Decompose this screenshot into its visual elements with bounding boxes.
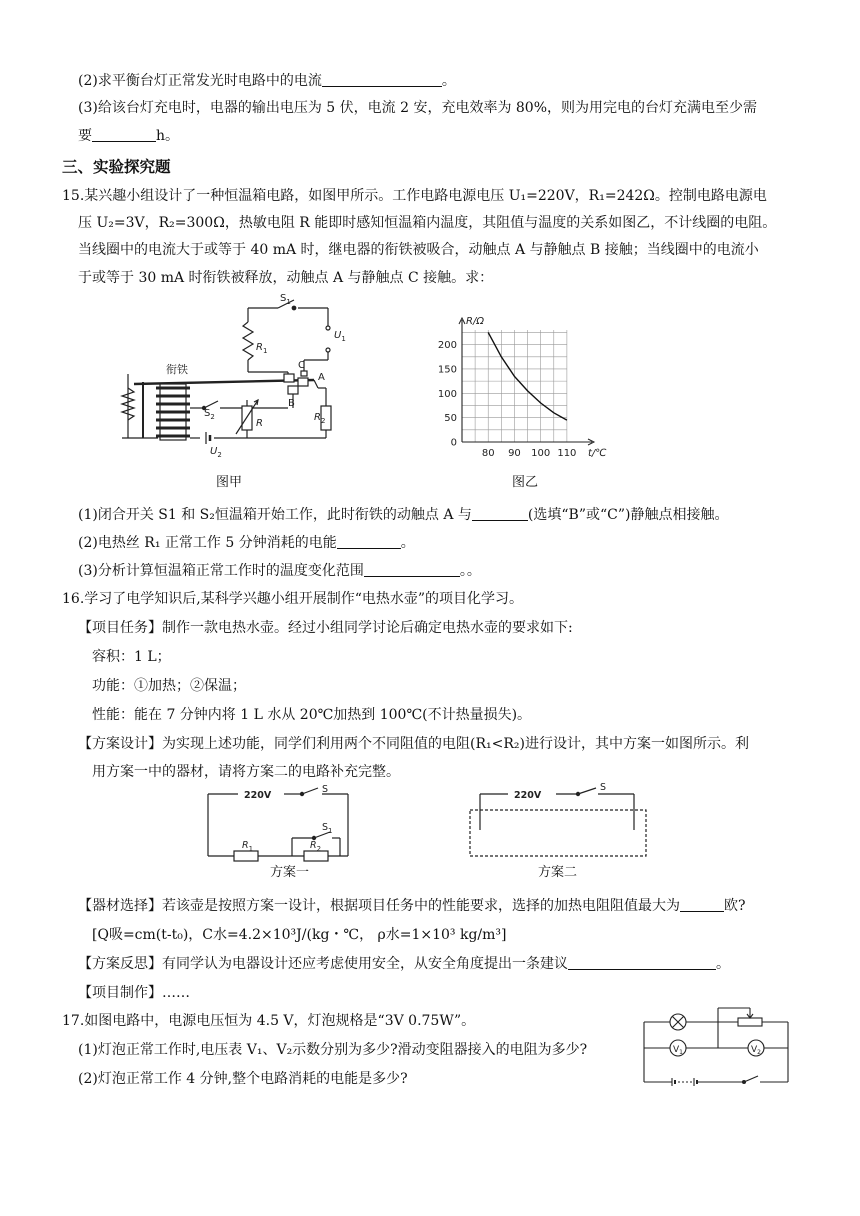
y-tick-label: 150 bbox=[437, 364, 457, 376]
x-tick-label: 80 bbox=[481, 448, 495, 459]
x-tick-label: 90 bbox=[508, 448, 521, 459]
q16-material: 【器材选择】若该壶是按照方案一设计，根据项目任务中的性能要求，选择的加热电阻阻值最大为 欧? bbox=[78, 898, 746, 914]
q16-production: 【项目制作】…… bbox=[78, 985, 190, 1001]
label-u2: $U_2$ bbox=[210, 446, 222, 459]
scheme-one-caption: 方案一 bbox=[270, 865, 310, 880]
x-tick-label: 100 bbox=[531, 448, 551, 459]
scheme-one-circuit bbox=[204, 782, 354, 868]
y-tick-label: 50 bbox=[444, 413, 457, 425]
q16-line1: 16.学习了电学知识后,某科学兴趣小组开展制作“电热水壶”的项目化学习。 bbox=[62, 591, 524, 607]
label-r1: $R_1$ bbox=[242, 840, 254, 853]
q15-sub2: (2)电热丝 R₁ 正常工作 5 分钟消耗的电能 。 bbox=[78, 535, 415, 551]
label-r2: $R_2$ bbox=[310, 840, 322, 853]
q15-line3: 当线圈中的电流大于或等于 40 mA 时，继电器的衔铁被吸合，动触点 A 与静触点 B 接触；当线圈中的电流小 bbox=[78, 242, 759, 258]
label-s1: $S_1$ bbox=[322, 822, 333, 835]
label-armature: 衔铁 bbox=[166, 363, 188, 376]
q16-function: 功能：①加热；②保温； bbox=[92, 678, 246, 694]
section-title: 三、实验探究题 bbox=[62, 158, 171, 176]
answer-blank[interactable] bbox=[472, 506, 528, 521]
label-s: S bbox=[600, 782, 607, 793]
label-s: S bbox=[322, 784, 329, 795]
answer-blank[interactable] bbox=[680, 897, 724, 912]
label-220v: 220V bbox=[514, 790, 542, 801]
label-v2: $V_2$ bbox=[751, 1045, 761, 1056]
figure-b-chart bbox=[430, 310, 610, 464]
q14-2: (2)求平衡台灯正常发光时电路中的电流 。 bbox=[78, 73, 456, 89]
q15-line4: 于或等于 30 mA 时衔铁被释放，动触点 A 与静触点 C 接触。求： bbox=[78, 270, 494, 286]
q16-design1: 【方案设计】为实现上述功能，同学们利用两个不同阻值的电阻(R₁<R₂)进行设计，其中方案一如图所示。利 bbox=[78, 736, 749, 752]
label-u1: $U_1$ bbox=[334, 330, 346, 343]
label-v1: $V_1$ bbox=[673, 1045, 683, 1056]
q17-circuit bbox=[636, 1004, 796, 1092]
label-c: C bbox=[298, 360, 305, 371]
x-tick-label: 110 bbox=[557, 448, 577, 459]
label-s1: $S_1$ bbox=[280, 293, 291, 306]
q16-task: 【项目任务】制作一款电热水壶。经过小组同学讨论后确定电热水壶的要求如下: bbox=[78, 620, 573, 636]
label-b: B bbox=[288, 398, 295, 409]
label-r2: $R_2$ bbox=[314, 412, 326, 425]
q14-3a: (3)给该台灯充电时，电器的输出电压为 5 伏，电流 2 安，充电效率为 80%，则为用完电的台灯充满电至少需 bbox=[78, 100, 758, 116]
q14-3b: 要 h。 bbox=[78, 128, 180, 144]
scheme-two-circuit bbox=[468, 780, 650, 864]
x-axis-label: t/℃ bbox=[588, 448, 607, 459]
answer-blank[interactable] bbox=[92, 127, 156, 142]
q15-sub3: (3)分析计算恒温箱正常工作时的温度变化范围 。。 bbox=[78, 563, 481, 579]
y-tick-label: 0 bbox=[450, 437, 457, 449]
answer-blank[interactable] bbox=[322, 72, 442, 87]
q16-design2: 用方案一中的器材，请将方案二的电路补充完整。 bbox=[92, 764, 400, 780]
answer-blank[interactable] bbox=[364, 562, 460, 577]
answer-blank[interactable] bbox=[337, 534, 401, 549]
q16-formula: [Q吸=cm(t-t₀)，C水=4.2×10³J/(kg・℃， ρ水=1×10³ kg/m³] bbox=[92, 927, 507, 943]
figure-a-relay-circuit bbox=[118, 288, 348, 467]
y-tick-label: 200 bbox=[437, 340, 457, 352]
label-r1: $R_1$ bbox=[256, 342, 268, 355]
figure-b-caption: 图乙 bbox=[512, 475, 539, 490]
y-axis-label: R/Ω bbox=[466, 316, 484, 327]
label-a: A bbox=[318, 372, 325, 383]
label-s2: $S_2$ bbox=[204, 408, 215, 421]
figure-a-caption: 图甲 bbox=[216, 475, 243, 490]
label-r: R bbox=[256, 418, 263, 429]
q15-line1: 15.某兴趣小组设计了一种恒温箱电路，如图甲所示。工作电路电源电压 U₁=220V，R₁=242Ω。控制电路电源电 bbox=[62, 188, 767, 204]
q17-sub1: (1)灯泡正常工作时,电压表 V₁、V₂示数分别为多少?滑动变阻器接入的电阻为多少? bbox=[78, 1042, 588, 1058]
q16-reflection: 【方案反思】有同学认为电器设计还应考虑使用安全，从安全角度提出一条建议 。 bbox=[78, 956, 730, 972]
y-tick-label: 100 bbox=[437, 388, 457, 400]
q16-capacity: 容积：1 L； bbox=[92, 649, 171, 665]
resistance-temperature-chart bbox=[430, 310, 610, 460]
q17-sub2: (2)灯泡正常工作 4 分钟,整个电路消耗的电能是多少? bbox=[78, 1071, 408, 1087]
q16-performance: 性能：能在 7 分钟内将 1 L 水从 20℃加热到 100℃(不计热量损失)。 bbox=[92, 707, 532, 723]
q15-line2: 压 U₂=3V，R₂=300Ω，热敏电阻 R 能即时感知恒温箱内温度，其阻值与温度的关系如图乙，不计线圈的电阻。 bbox=[78, 215, 777, 231]
scheme-two-caption: 方案二 bbox=[538, 865, 578, 880]
label-220v: 220V bbox=[244, 790, 272, 801]
q17-line1: 17.如图电路中，电源电压恒为 4.5 V，灯泡规格是“3V 0.75W”。 bbox=[62, 1013, 476, 1029]
answer-blank[interactable] bbox=[568, 955, 716, 970]
q15-sub1: (1)闭合开关 S1 和 S₂恒温箱开始工作，此时衔铁的动触点 A 与 (选填“B”或“C”)静触点相接触。 bbox=[78, 507, 729, 523]
